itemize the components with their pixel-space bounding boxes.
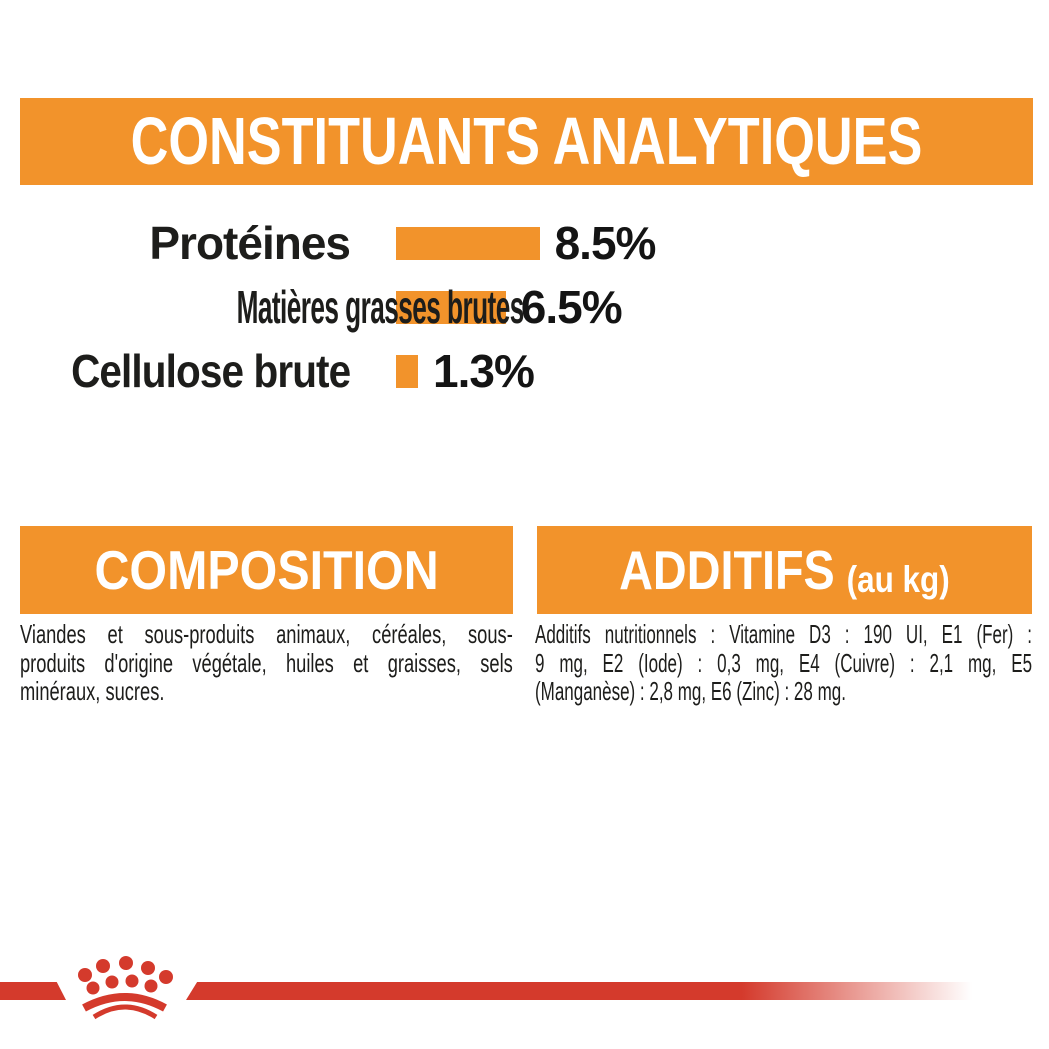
chart-value-label: 1.3%	[433, 345, 534, 397]
footer-rule-right-segment	[186, 982, 980, 1000]
chart-row	[20, 211, 1020, 275]
analytical-constituents-banner	[20, 98, 1033, 185]
additives-text	[535, 620, 1032, 706]
chart-value-label: 8.5%	[554, 217, 656, 269]
additives-banner	[537, 526, 1032, 614]
chart-bar	[396, 355, 418, 388]
additives-title: ADDITIFS	[619, 539, 835, 601]
body-text-line: Viandes et sous-produits animaux, céréales, sous-	[20, 619, 513, 649]
chart-category-label: Protéines	[149, 217, 350, 269]
royal-canin-crown-logo-icon	[68, 953, 182, 1025]
composition-text	[20, 620, 513, 706]
body-text-line: Additifs nutritionnels : Vitamine D3 : 190 UI, E1 (Fer) :	[535, 619, 1033, 649]
footer-rule-left-segment	[0, 982, 66, 1000]
chart-value-label: 6.5%	[520, 281, 622, 333]
composition-banner	[20, 526, 513, 614]
additives-title-row	[619, 538, 950, 602]
body-text-line: (Manganèse) : 2,8 mg, E6 (Zinc) : 28 mg.	[535, 676, 846, 706]
composition-title: COMPOSITION	[94, 539, 439, 601]
body-text-line: produits d'origine végétale, huiles et graisses, sels	[20, 647, 513, 678]
chart-row	[20, 339, 1020, 403]
analytical-constituents-title: CONSTITUANTS ANALYTIQUES	[130, 104, 923, 179]
additives-title-suffix: (au kg)	[846, 559, 950, 600]
chart-bar	[396, 227, 540, 260]
chart-category-label: Matières grasses brutes	[236, 281, 524, 333]
analytical-chart	[20, 211, 1020, 403]
chart-row	[20, 275, 1020, 339]
body-text-line: minéraux, sucres.	[20, 676, 165, 706]
chart-category-label: Cellulose brute	[70, 345, 350, 397]
body-text-line: 9 mg, E2 (Iode) : 0,3 mg, E4 (Cuivre) : 2,1 mg, E5	[535, 647, 1033, 678]
